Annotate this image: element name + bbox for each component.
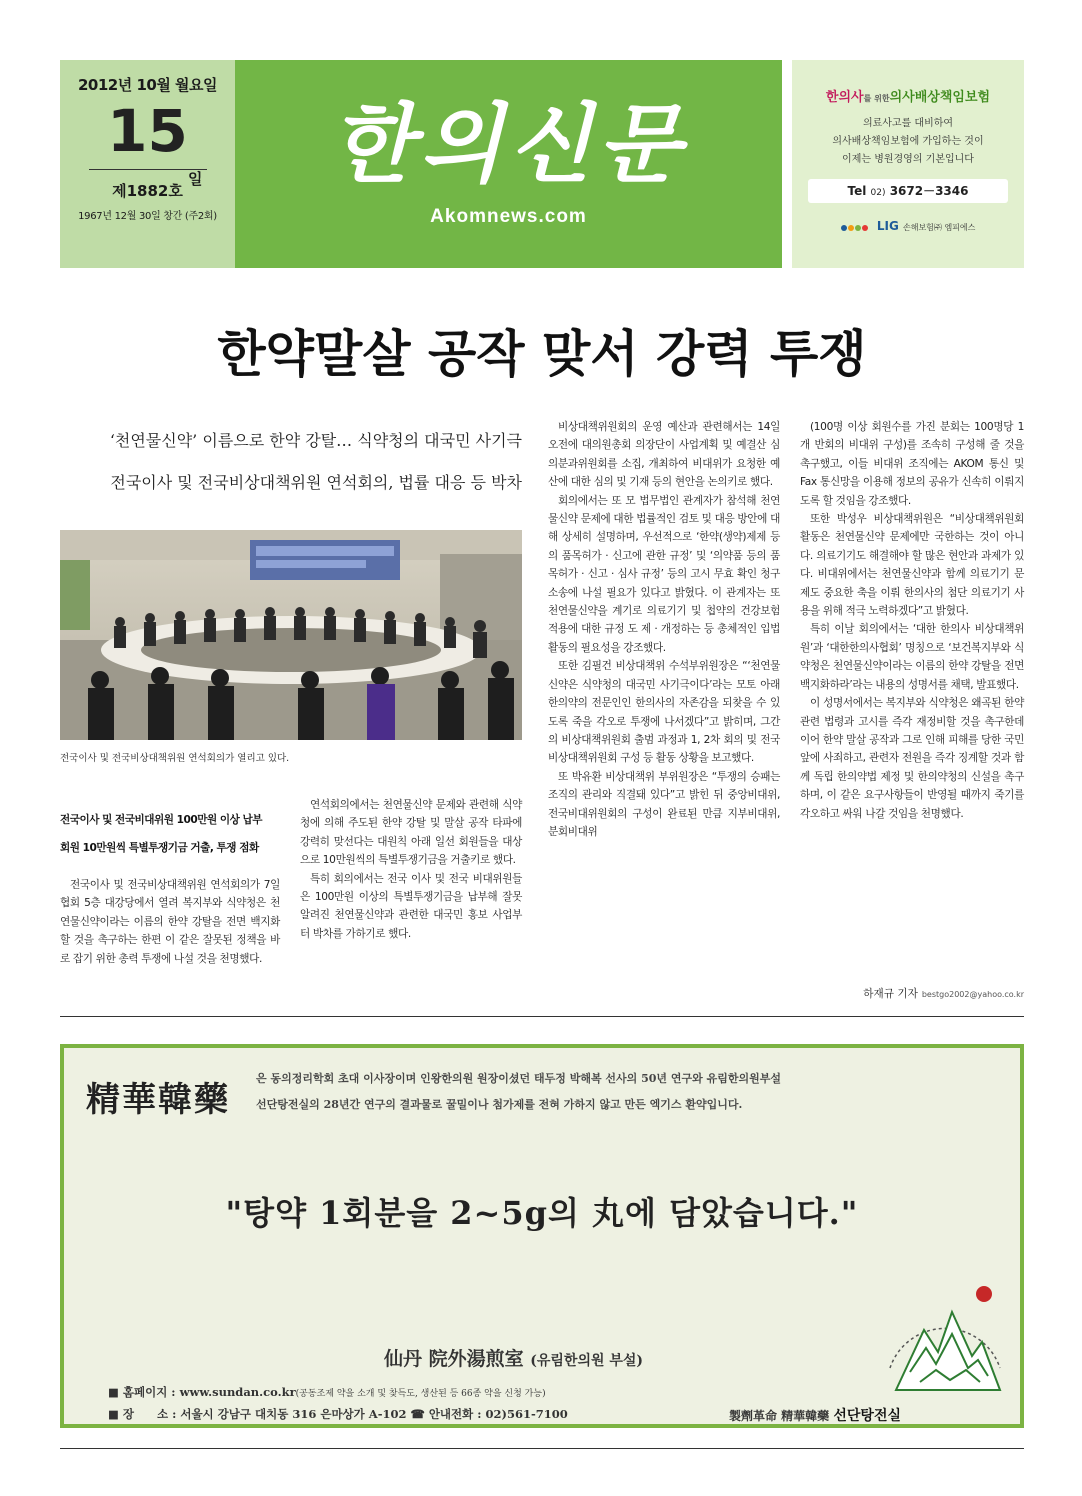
side-summary-line-2: 회원 10만원씩 특별투쟁기금 거출, 투쟁 점화 <box>60 842 259 854</box>
article-paragraph: 특히 회의에서는 전국 이사 및 전국 비대위원들은 100만원 이상의 특별투쟁기금을 납부해 잘못 알려진 천연물신약과 관련한 대국민 홍보 사업부터 박차를 가하기로 했다. <box>300 872 522 940</box>
article-paragraph: 특히 이날 회의에서는 ‘대한 한의사 비상대책위원’과 ‘대한한의사협회’ 명칭으로 ‘보건복지부와 식약청은 천연물신약이라는 이름의 한약 강탈을 전면 백지화하라’라는 내용의 성명서를 채택, 발표했다. <box>800 623 1024 691</box>
side-summary-line-1: 전국이사 및 전국비대위원 100만원 이상 납부 <box>60 814 263 826</box>
photo-caption: 전국이사 및 전국비상대책위원 연석회의가 열리고 있다. <box>60 753 290 764</box>
date-box <box>60 60 235 268</box>
reporter-name: 하재규 기자 <box>863 988 918 1000</box>
tel-area: 02) <box>870 188 886 198</box>
ad-description-line: 은 동의정리학회 초대 이사장이며 인왕한의원 원장이셨던 태두정 박해복 선사의 50년 연구와 유림한의원부설 <box>256 1072 781 1085</box>
ad-clinic <box>384 1344 643 1371</box>
clinic-name: 仙丹 院外湯煎室 <box>384 1348 524 1370</box>
byline <box>800 986 1024 1001</box>
page-bottom-rule <box>60 1448 1024 1449</box>
phone-value[interactable]: 02)561-7100 <box>485 1407 568 1421</box>
ad-head-pink: 한의사 <box>825 90 864 105</box>
newspaper-logo <box>235 60 782 268</box>
lig-logo <box>792 219 1024 234</box>
lig-company: LIG <box>876 219 899 233</box>
ad-head-small: 를 위한 <box>863 94 890 103</box>
article-paragraph: 또한 박성우 비상대책위원은 “비상대책위원회 활동은 천연물신약 문제에만 국한하는 것이 아니다. 의료기기도 해결해야 할 많은 현안과 과제가 있다. 비대위에서는 천연물신약과 함께 의료기기 문제도 중요한 축을 이뤄 한의사의 첨단 의료기기 사용을 위해 적극 노력하겠다”고 밝혔다. <box>800 513 1024 618</box>
side-summary <box>60 806 280 862</box>
lig-dot <box>841 225 847 231</box>
article-paragraph: 연석회의에서는 천연물신약 문제와 관련해 식약청에 의해 주도된 한약 강탈 및 말살 공작 타파에 강력히 맞선다는 대원칙 아래 일선 회원들을 대상으로 10만원씩의 특별투쟁기금을 거출키로 했다. <box>300 799 522 867</box>
paper-name: 한의신문 <box>330 94 687 195</box>
subtitle-1: ‘천연물신약’ 이름으로 한약 강탈… 식약청의 대국민 사기극 <box>109 431 522 450</box>
article-paragraph: 또한 김필건 비상대책위 수석부위원장은 “‘천연물신약은 식약청의 대국민 사기극이다’라는 모토 아래 한의약의 전문인인 한의사의 자존감을 되찾을 수 있도록 죽을 각오로 투쟁에 나서겠다”고 밝히며, 그간의 비상대책위원회 출범 과정과 1, 2차 회의 및 전국 비상대책위원회 구성 등 활동 상황을 보고했다. <box>548 660 780 765</box>
homepage-note: (공동조제 약을 소개 및 찾득도, 생산된 등 66종 약을 신청 가능) <box>295 1389 546 1399</box>
article-column-2 <box>300 796 522 943</box>
day-unit: 일 <box>188 170 203 188</box>
section-divider <box>60 1016 1024 1017</box>
ad-slogan: "탕약 1회분을 2~5g의 丸에 담았습니다." <box>225 1194 859 1232</box>
address-value: 서울시 강남구 대치동 316 은마상가 A-102 <box>180 1407 407 1421</box>
meeting-photo-image <box>60 530 522 740</box>
date-line: 2012년 10월 월요일 <box>77 76 218 94</box>
lig-dot <box>862 225 868 231</box>
homepage-label: ■ 홈페이지 : <box>108 1385 180 1399</box>
ad-description <box>256 1066 1006 1118</box>
ad-brand: 精華韓藥 <box>86 1080 230 1120</box>
homepage-link[interactable]: www.sundan.co.kr <box>179 1385 296 1399</box>
article-paragraph: 회의에서는 또 모 법무법인 관계자가 참석해 천연물신약 문제에 대한 법률적인 검토 및 대응 방안에 대해 상세히 설명하며, 우선적으로 ‘한약(생약)제제 등의 품목허가 · 신고에 관한 규정’ 및 ‘의약품 등의 품목허가 · 신고 · 심사 규정’ 등의 고시 무효 확인 청구 소송에 나설 필요가 있다고 밝혔다. 이 관계자는 또 천연물신약을 계기로 의료기기 및 첩약의 건강보험 적용에 대한 규정 도 제 · 개정하는 등 총체적인 입법 활동의 필요성을 강조했다. <box>548 494 780 654</box>
herbal-medicine-ad[interactable] <box>60 1044 1024 1428</box>
article-column-3 <box>548 418 780 841</box>
reporter-email[interactable]: bestgo2002@yahoo.co.kr <box>921 990 1024 999</box>
article-paragraph: 비상대책위원회의 운영 예산과 관련해서는 14일 오전에 대의원총회 의장단이 사업계획 및 예결산 심의분과위원회를 소집, 개최하여 비대위가 요청한 예산에 대한 심의 및 기재 등의 현안을 논의키로 했다. <box>548 421 780 489</box>
insurance-ad[interactable] <box>792 60 1024 268</box>
tel-label: Tel <box>847 184 867 198</box>
article-paragraph: 이 성명서에서는 복지부와 식약청은 왜곡된 한약 관련 법령과 고시를 즉각 재정비할 것을 촉구한데 이어 한약 말살 공작과 그로 인해 피해를 당한 국민 앞에 사죄하고, 관련자 전원을 즉각 징계할 것과 함께 독립 한의약법 제정 및 한의약청의 신설을 촉구하며, 이 같은 요구사항들이 반영될 때까지 죽기를 각오하고 싸워 나갈 것임을 천명했다. <box>800 697 1024 820</box>
headline: 한약말살 공작 맞서 강력 투쟁 <box>217 325 867 383</box>
article-column-4 <box>800 418 1024 823</box>
address-label: ■ 장 소 : <box>108 1407 181 1421</box>
lig-dots-icon <box>841 220 869 234</box>
article-paragraph: (100명 이상 회원수를 가진 분회는 100명당 1개 반회의 비대위 구성)를 조속히 구성해 줄 것을 촉구했고, 이들 비대위 조직에는 AKOM 통신 및 Fax 통신망을 이용해 정보의 공유가 신속히 이뤄지도록 할 것임을 강조했다. <box>800 421 1024 507</box>
ad-line: 이제는 병원경영의 기본입니다 <box>842 154 974 165</box>
lig-dot <box>855 225 861 231</box>
lig-company-rest: 손해보험㈜ 엠피에스 <box>902 223 976 232</box>
tagline-text: 製劑革命 精華韓藥 <box>729 1409 830 1423</box>
issue-number: 제1882호 <box>112 182 183 200</box>
insurance-ad-lines <box>792 115 1024 169</box>
ad-homepage <box>108 1384 546 1400</box>
subtitle-2: 전국이사 및 전국비상대책위원 연석회의, 법률 대응 등 박차 <box>110 473 522 492</box>
phone-label: ☎ 안내전화 : <box>410 1407 486 1421</box>
ad-line: 의료사고를 대비하여 <box>862 118 954 129</box>
tagline-strong: 선단탕전실 <box>833 1408 901 1424</box>
article-column-1 <box>60 876 280 968</box>
day-number: 15 <box>107 97 188 165</box>
ad-tel[interactable] <box>808 179 1008 203</box>
tel-number: 3672－3346 <box>889 184 969 198</box>
ad-head-green: 의사배상책임보험 <box>889 90 991 105</box>
mountain-seal-icon <box>876 1272 1014 1412</box>
lig-dot <box>848 225 854 231</box>
article-paragraph: 또 박유환 비상대책위 부위원장은 “투쟁의 승패는 조직의 관리와 직결돼 있다”고 밝힌 뒤 중앙비대위, 전국비대위원회의 구성이 완료된 만큼 지부비대위, 분회비대위 <box>548 770 780 838</box>
article-paragraph: 전국이사 및 전국비상대책위원 연석회의가 7일 협회 5층 대강당에서 열려 복지부와 식약청은 천연물신약이라는 이름의 한약 강탈을 전면 백지화할 것을 촉구하는 한편 이 같은 잘못된 정책을 바로 잡기 위한 총력 투쟁에 나설 것을 천명했다. <box>60 879 280 965</box>
ad-line: 의사배상책임보험에 가입하는 것이 <box>832 136 984 147</box>
paper-url[interactable]: Akomnews.com <box>430 206 587 227</box>
founded-note: 1967년 12월 30일 창간 (주2회) <box>78 211 217 222</box>
ad-description-line: 선단탕전실의 28년간 연구의 결과물로 꿀밀이나 첨가제를 전혀 가하지 않고 만든 엑기스 환약입니다. <box>256 1098 743 1111</box>
meeting-photo <box>60 530 522 740</box>
clinic-note: (유림한의원 부설) <box>530 1353 644 1369</box>
ad-address <box>108 1406 568 1422</box>
insurance-ad-head <box>792 86 1024 105</box>
